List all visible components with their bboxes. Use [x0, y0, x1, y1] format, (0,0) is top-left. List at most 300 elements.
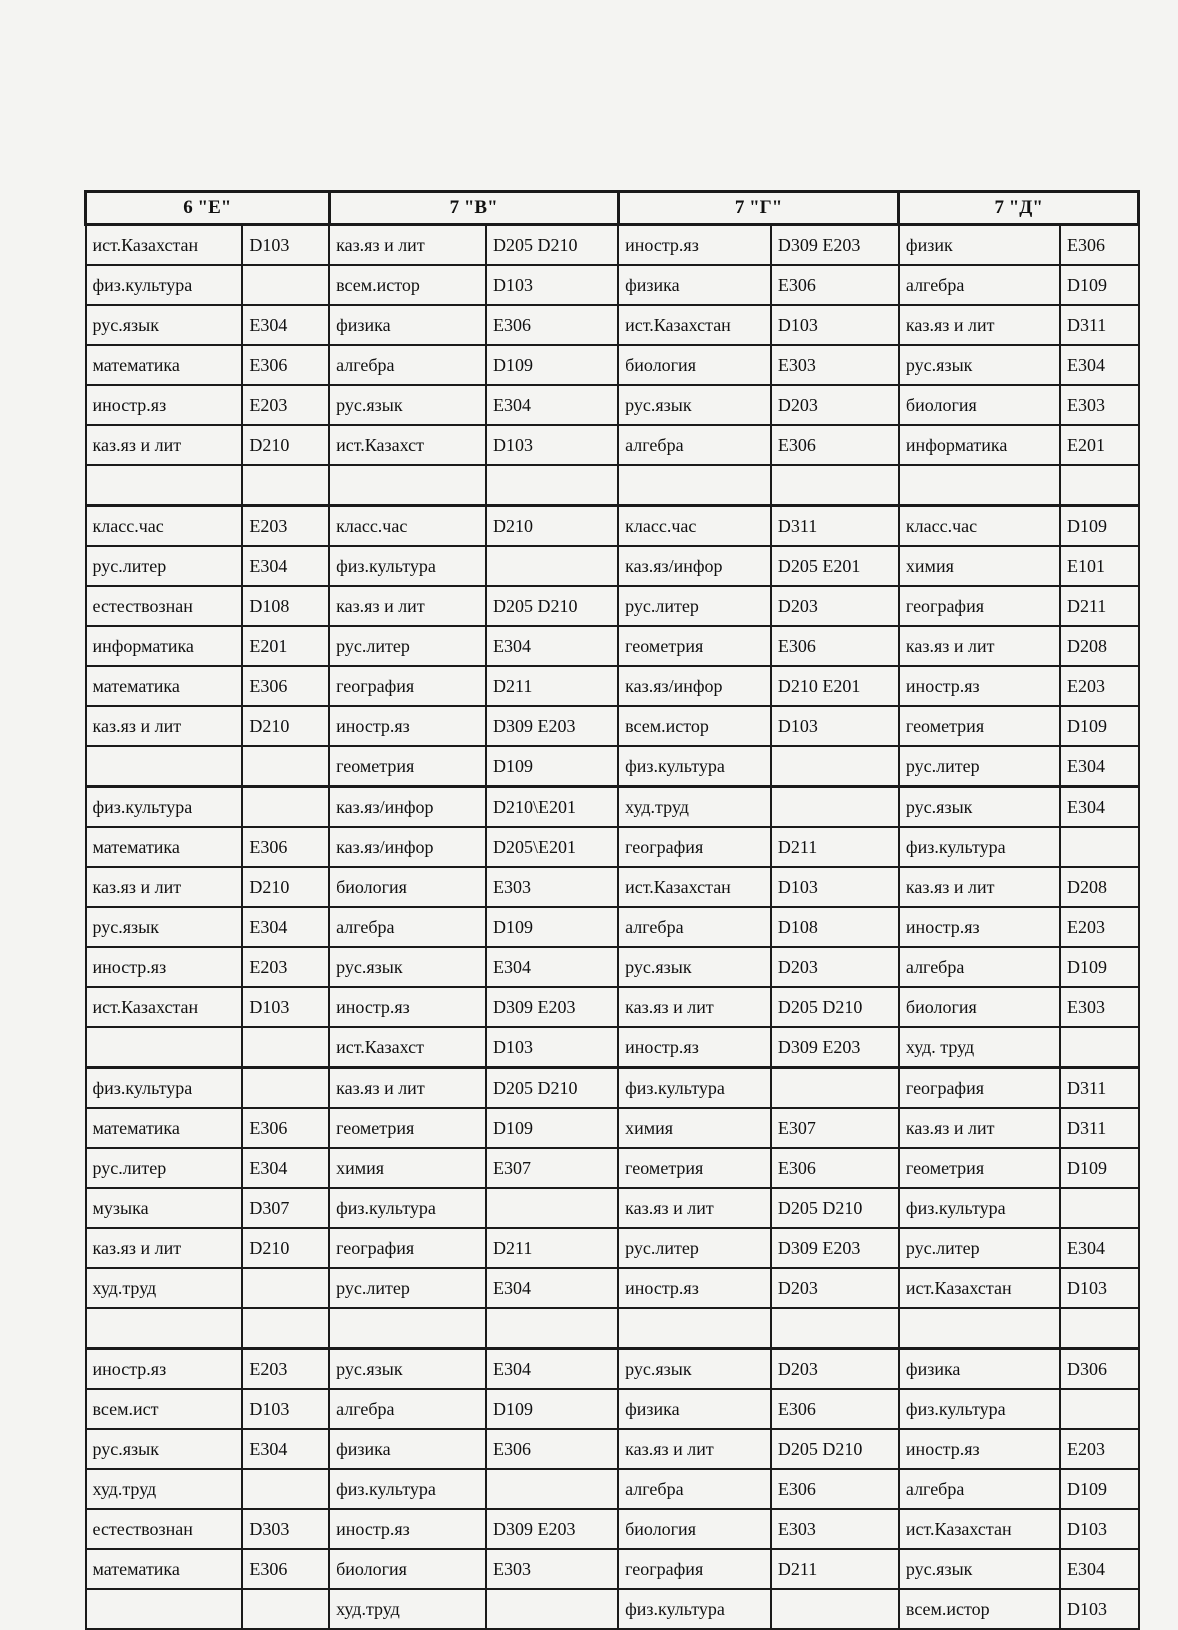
room-cell: D210 — [486, 506, 618, 547]
room-cell: E306 — [242, 666, 329, 706]
room-cell: D203 — [771, 1268, 899, 1308]
subject-cell — [329, 465, 486, 506]
room-cell: D203 — [771, 586, 899, 626]
room-cell: D103 — [771, 867, 899, 907]
lesson-row — [86, 907, 1139, 947]
subject-cell: физ.культура — [329, 546, 486, 586]
room-cell: D210 — [242, 867, 329, 907]
room-cell: E304 — [242, 305, 329, 345]
room-cell — [1060, 1389, 1139, 1429]
subject-cell: каз.яз и лит — [899, 867, 1060, 907]
subject-cell: математика — [86, 666, 243, 706]
subject-cell: всем.истор — [899, 1589, 1060, 1629]
room-cell: D205 D210 — [486, 1068, 618, 1109]
subject-cell: худ.труд — [329, 1589, 486, 1629]
room-cell — [1060, 1027, 1139, 1068]
lesson-row — [86, 1429, 1139, 1469]
subject-cell: физ.культура — [618, 746, 771, 787]
room-cell: D103 — [1060, 1268, 1139, 1308]
subject-cell: каз.яз и лит — [618, 1188, 771, 1228]
subject-cell: каз.яз и лит — [329, 1068, 486, 1109]
class-header: 6 "Е" — [86, 192, 330, 225]
room-cell: D309 E203 — [771, 1228, 899, 1268]
lesson-row — [86, 1068, 1139, 1109]
subject-cell: математика — [86, 827, 243, 867]
room-cell — [771, 1308, 899, 1349]
room-cell: D311 — [1060, 305, 1139, 345]
subject-cell: иностр.яз — [899, 907, 1060, 947]
room-cell: D208 — [1060, 626, 1139, 666]
room-cell: D103 — [1060, 1589, 1139, 1629]
room-cell — [771, 1068, 899, 1109]
subject-cell: математика — [86, 345, 243, 385]
room-cell — [486, 1589, 618, 1629]
lesson-row — [86, 1027, 1139, 1068]
room-cell: E303 — [486, 867, 618, 907]
lesson-row — [86, 265, 1139, 305]
room-cell: D108 — [242, 586, 329, 626]
room-cell: E201 — [242, 626, 329, 666]
lesson-row — [86, 626, 1139, 666]
lesson-row — [86, 1349, 1139, 1390]
subject-cell: всем.истор — [618, 706, 771, 746]
room-cell: E203 — [1060, 1429, 1139, 1469]
subject-cell: худ.труд — [86, 1469, 243, 1509]
subject-cell: иностр.яз — [618, 1268, 771, 1308]
subject-cell: биология — [618, 1509, 771, 1549]
subject-cell: иностр.яз — [86, 947, 243, 987]
room-cell: E306 — [486, 1429, 618, 1469]
subject-cell: иностр.яз — [86, 1349, 243, 1390]
lesson-row — [86, 787, 1139, 828]
room-cell — [486, 1469, 618, 1509]
subject-cell: физика — [618, 1389, 771, 1429]
room-cell: D103 — [771, 305, 899, 345]
subject-cell: математика — [86, 1549, 243, 1589]
room-cell: E101 — [1060, 546, 1139, 586]
room-cell: E203 — [242, 385, 329, 425]
subject-cell: география — [329, 666, 486, 706]
room-cell: D109 — [1060, 706, 1139, 746]
subject-cell: география — [618, 827, 771, 867]
subject-cell: ист.Казахст — [329, 1027, 486, 1068]
lesson-row — [86, 1148, 1139, 1188]
subject-cell: каз.яз и лит — [86, 1228, 243, 1268]
subject-cell: география — [899, 586, 1060, 626]
subject-cell: геометрия — [899, 1148, 1060, 1188]
room-cell — [242, 1027, 329, 1068]
class-header: 7 "В" — [329, 192, 618, 225]
room-cell — [486, 465, 618, 506]
room-cell: E306 — [771, 425, 899, 465]
lesson-row — [86, 706, 1139, 746]
lesson-row — [86, 987, 1139, 1027]
lesson-row — [86, 225, 1139, 266]
room-cell — [486, 546, 618, 586]
subject-cell: ист.Казахстан — [86, 225, 243, 266]
lesson-row — [86, 1268, 1139, 1308]
room-cell: E304 — [242, 1429, 329, 1469]
subject-cell: алгебра — [329, 345, 486, 385]
subject-cell: рус.язык — [618, 947, 771, 987]
room-cell: D109 — [486, 345, 618, 385]
room-cell — [242, 265, 329, 305]
subject-cell: каз.яз и лит — [618, 1429, 771, 1469]
room-cell — [771, 746, 899, 787]
room-cell — [1060, 1188, 1139, 1228]
subject-cell: геометрия — [618, 1148, 771, 1188]
room-cell — [486, 1188, 618, 1228]
room-cell: D109 — [1060, 1469, 1139, 1509]
subject-cell: физ.культура — [329, 1188, 486, 1228]
subject-cell: алгебра — [618, 425, 771, 465]
room-cell: D211 — [486, 1228, 618, 1268]
room-cell: E307 — [771, 1108, 899, 1148]
subject-cell: геометрия — [329, 746, 486, 787]
lesson-row — [86, 746, 1139, 787]
subject-cell: каз.яз и лит — [86, 425, 243, 465]
subject-cell: музыка — [86, 1188, 243, 1228]
class-header: 7 "Д" — [899, 192, 1139, 225]
room-cell — [242, 1469, 329, 1509]
subject-cell: рус.язык — [329, 947, 486, 987]
subject-cell: физ.культура — [899, 827, 1060, 867]
subject-cell: алгебра — [329, 907, 486, 947]
subject-cell: геометрия — [899, 706, 1060, 746]
subject-cell: химия — [329, 1148, 486, 1188]
subject-cell: иностр.яз — [86, 385, 243, 425]
room-cell: D205 D210 — [771, 1188, 899, 1228]
room-cell: E306 — [242, 827, 329, 867]
room-cell: D307 — [242, 1188, 329, 1228]
room-cell: D210 — [242, 1228, 329, 1268]
subject-cell: физ.культура — [86, 265, 243, 305]
room-cell: D109 — [486, 746, 618, 787]
subject-cell: алгебра — [899, 947, 1060, 987]
room-cell: D109 — [1060, 1148, 1139, 1188]
room-cell: E304 — [486, 626, 618, 666]
room-cell: D103 — [486, 1027, 618, 1068]
room-cell: D205 D210 — [486, 586, 618, 626]
subject-cell: информатика — [899, 425, 1060, 465]
subject-cell: рус.язык — [329, 385, 486, 425]
subject-cell: класс.час — [899, 506, 1060, 547]
subject-cell: геометрия — [329, 1108, 486, 1148]
subject-cell: география — [618, 1549, 771, 1589]
subject-cell: всем.истор — [329, 265, 486, 305]
subject-cell: география — [329, 1228, 486, 1268]
subject-cell: биология — [618, 345, 771, 385]
lesson-row — [86, 305, 1139, 345]
lesson-row — [86, 1389, 1139, 1429]
room-cell: E304 — [486, 947, 618, 987]
room-cell: E303 — [771, 1509, 899, 1549]
subject-cell: рус.литер — [618, 1228, 771, 1268]
subject-cell: худ. труд — [899, 1027, 1060, 1068]
room-cell: D211 — [486, 666, 618, 706]
room-cell — [1060, 465, 1139, 506]
lesson-row — [86, 1589, 1139, 1629]
room-cell — [242, 1589, 329, 1629]
subject-cell: рус.язык — [86, 305, 243, 345]
subject-cell: ист.Казахстан — [86, 987, 243, 1027]
room-cell: E304 — [1060, 746, 1139, 787]
room-cell: D205 E201 — [771, 546, 899, 586]
room-cell: E306 — [486, 305, 618, 345]
subject-cell: рус.язык — [329, 1349, 486, 1390]
room-cell: E306 — [771, 626, 899, 666]
subject-cell: рус.язык — [618, 1349, 771, 1390]
subject-cell: алгебра — [329, 1389, 486, 1429]
room-cell: D103 — [771, 706, 899, 746]
subject-cell: физика — [899, 1349, 1060, 1390]
room-cell — [1060, 1308, 1139, 1349]
room-cell — [242, 1308, 329, 1349]
subject-cell: математика — [86, 1108, 243, 1148]
lesson-row — [86, 385, 1139, 425]
subject-cell: иностр.яз — [899, 1429, 1060, 1469]
subject-cell: рус.язык — [899, 787, 1060, 828]
subject-cell: иностр.яз — [618, 1027, 771, 1068]
subject-cell: рус.литер — [899, 1228, 1060, 1268]
room-cell: E306 — [1060, 225, 1139, 266]
subject-cell: класс.час — [329, 506, 486, 547]
room-cell: D108 — [771, 907, 899, 947]
subject-cell — [618, 465, 771, 506]
schedule-body — [86, 225, 1139, 1630]
subject-cell — [86, 465, 243, 506]
subject-cell: физ.культура — [86, 787, 243, 828]
lesson-row — [86, 425, 1139, 465]
room-cell: E306 — [771, 1469, 899, 1509]
room-cell — [242, 787, 329, 828]
room-cell: D203 — [771, 385, 899, 425]
room-cell: E303 — [486, 1549, 618, 1589]
subject-cell: рус.язык — [618, 385, 771, 425]
room-cell: E306 — [771, 1389, 899, 1429]
room-cell: D211 — [1060, 586, 1139, 626]
room-cell: E306 — [771, 1148, 899, 1188]
room-cell — [771, 465, 899, 506]
subject-cell: каз.яз и лит — [329, 586, 486, 626]
subject-cell: иностр.яз — [329, 1509, 486, 1549]
subject-cell: каз.яз и лит — [899, 626, 1060, 666]
subject-cell: физ.культура — [86, 1068, 243, 1109]
subject-cell: каз.яз и лит — [86, 706, 243, 746]
room-cell: D311 — [1060, 1108, 1139, 1148]
room-cell: E203 — [242, 947, 329, 987]
subject-cell — [899, 1308, 1060, 1349]
subject-cell — [86, 1589, 243, 1629]
subject-cell: каз.яз/инфор — [329, 787, 486, 828]
room-cell: D306 — [1060, 1349, 1139, 1390]
subject-cell: геометрия — [618, 626, 771, 666]
subject-cell — [86, 746, 243, 787]
subject-cell: естествознан — [86, 586, 243, 626]
schedule-table — [84, 190, 1140, 1630]
lesson-row — [86, 1549, 1139, 1589]
room-cell — [1060, 827, 1139, 867]
subject-cell: рус.литер — [86, 546, 243, 586]
room-cell: E303 — [1060, 385, 1139, 425]
room-cell: D103 — [486, 425, 618, 465]
subject-cell — [899, 465, 1060, 506]
subject-cell: физ.культура — [618, 1068, 771, 1109]
room-cell: E304 — [486, 385, 618, 425]
subject-cell: ист.Казахстан — [618, 867, 771, 907]
room-cell: E304 — [1060, 787, 1139, 828]
lesson-row — [86, 586, 1139, 626]
subject-cell: худ.труд — [86, 1268, 243, 1308]
subject-cell: рус.язык — [899, 345, 1060, 385]
subject-cell: физика — [329, 1429, 486, 1469]
room-cell: D109 — [1060, 265, 1139, 305]
room-cell: D205 D210 — [771, 987, 899, 1027]
subject-cell: каз.яз и лит — [329, 225, 486, 266]
lesson-row — [86, 827, 1139, 867]
room-cell — [242, 1068, 329, 1109]
room-cell — [242, 465, 329, 506]
subject-cell: каз.яз/инфор — [329, 827, 486, 867]
room-cell: E203 — [242, 1349, 329, 1390]
lesson-row — [86, 947, 1139, 987]
room-cell: E304 — [486, 1349, 618, 1390]
room-cell: E304 — [1060, 345, 1139, 385]
room-cell: D109 — [1060, 947, 1139, 987]
room-cell: E203 — [1060, 907, 1139, 947]
lesson-row — [86, 546, 1139, 586]
subject-cell: класс.час — [86, 506, 243, 547]
subject-cell — [86, 1027, 243, 1068]
subject-cell — [329, 1308, 486, 1349]
subject-cell: физ.культура — [618, 1589, 771, 1629]
subject-cell: биология — [899, 987, 1060, 1027]
subject-cell: ист.Казахст — [329, 425, 486, 465]
lesson-row — [86, 345, 1139, 385]
lesson-row — [86, 1308, 1139, 1349]
room-cell: D109 — [1060, 506, 1139, 547]
lesson-row — [86, 1509, 1139, 1549]
subject-cell: физик — [899, 225, 1060, 266]
room-cell — [771, 787, 899, 828]
room-cell: D211 — [771, 1549, 899, 1589]
subject-cell: физ.культура — [899, 1188, 1060, 1228]
room-cell: E307 — [486, 1148, 618, 1188]
room-cell: E304 — [242, 907, 329, 947]
lesson-row — [86, 1228, 1139, 1268]
room-cell: D205\E201 — [486, 827, 618, 867]
room-cell: D205 D210 — [486, 225, 618, 266]
subject-cell: естествознан — [86, 1509, 243, 1549]
room-cell: E306 — [771, 265, 899, 305]
room-cell: D109 — [486, 907, 618, 947]
lesson-row — [86, 666, 1139, 706]
room-cell: D103 — [486, 265, 618, 305]
room-cell: D210\E201 — [486, 787, 618, 828]
lesson-row — [86, 1188, 1139, 1228]
subject-cell: рус.язык — [86, 907, 243, 947]
room-cell: D311 — [771, 506, 899, 547]
room-cell: E303 — [1060, 987, 1139, 1027]
subject-cell: рус.язык — [86, 1429, 243, 1469]
room-cell: E306 — [242, 345, 329, 385]
room-cell — [771, 1589, 899, 1629]
room-cell: E306 — [242, 1549, 329, 1589]
room-cell: D210 — [242, 425, 329, 465]
room-cell: E203 — [242, 506, 329, 547]
lesson-row — [86, 465, 1139, 506]
lesson-row — [86, 506, 1139, 547]
room-cell: E304 — [1060, 1228, 1139, 1268]
room-cell: E303 — [771, 345, 899, 385]
subject-cell: класс.час — [618, 506, 771, 547]
subject-cell: химия — [899, 546, 1060, 586]
subject-cell: каз.яз и лит — [899, 1108, 1060, 1148]
subject-cell: каз.яз/инфор — [618, 546, 771, 586]
room-cell — [486, 1308, 618, 1349]
room-cell: D210 — [242, 706, 329, 746]
subject-cell: рус.литер — [329, 626, 486, 666]
subject-cell — [86, 1308, 243, 1349]
room-cell: D103 — [242, 225, 329, 266]
subject-cell: иностр.яз — [899, 666, 1060, 706]
subject-cell: химия — [618, 1108, 771, 1148]
subject-cell: физика — [618, 265, 771, 305]
room-cell: E304 — [486, 1268, 618, 1308]
subject-cell: рус.литер — [86, 1148, 243, 1188]
subject-cell: алгебра — [618, 1469, 771, 1509]
subject-cell: иностр.яз — [329, 706, 486, 746]
room-cell: D208 — [1060, 867, 1139, 907]
subject-cell: каз.яз и лит — [86, 867, 243, 907]
subject-cell: рус.литер — [329, 1268, 486, 1308]
subject-cell: ист.Казахстан — [899, 1509, 1060, 1549]
subject-cell: алгебра — [899, 265, 1060, 305]
subject-cell: всем.ист — [86, 1389, 243, 1429]
subject-cell: физ.культура — [899, 1389, 1060, 1429]
schedule-header — [86, 192, 1139, 225]
room-cell: D309 E203 — [486, 987, 618, 1027]
subject-cell: физика — [329, 305, 486, 345]
room-cell: E201 — [1060, 425, 1139, 465]
subject-cell: рус.литер — [899, 746, 1060, 787]
subject-cell: рус.литер — [618, 586, 771, 626]
lesson-row — [86, 1469, 1139, 1509]
subject-cell: география — [899, 1068, 1060, 1109]
room-cell: D309 E203 — [771, 1027, 899, 1068]
subject-cell: ист.Казахстан — [618, 305, 771, 345]
room-cell: D311 — [1060, 1068, 1139, 1109]
subject-cell: биология — [329, 1549, 486, 1589]
subject-cell: иностр.яз — [618, 225, 771, 266]
room-cell: E304 — [242, 1148, 329, 1188]
room-cell: D109 — [486, 1108, 618, 1148]
room-cell: D211 — [771, 827, 899, 867]
subject-cell: каз.яз и лит — [899, 305, 1060, 345]
room-cell: D303 — [242, 1509, 329, 1549]
room-cell: E304 — [242, 546, 329, 586]
subject-cell: каз.яз и лит — [618, 987, 771, 1027]
lesson-row — [86, 1108, 1139, 1148]
subject-cell: физ.культура — [329, 1469, 486, 1509]
room-cell: D309 E203 — [771, 225, 899, 266]
class-header: 7 "Г" — [618, 192, 899, 225]
room-cell: D210 E201 — [771, 666, 899, 706]
subject-cell: алгебра — [618, 907, 771, 947]
room-cell: D103 — [1060, 1509, 1139, 1549]
subject-cell: ист.Казахстан — [899, 1268, 1060, 1308]
lesson-row — [86, 867, 1139, 907]
